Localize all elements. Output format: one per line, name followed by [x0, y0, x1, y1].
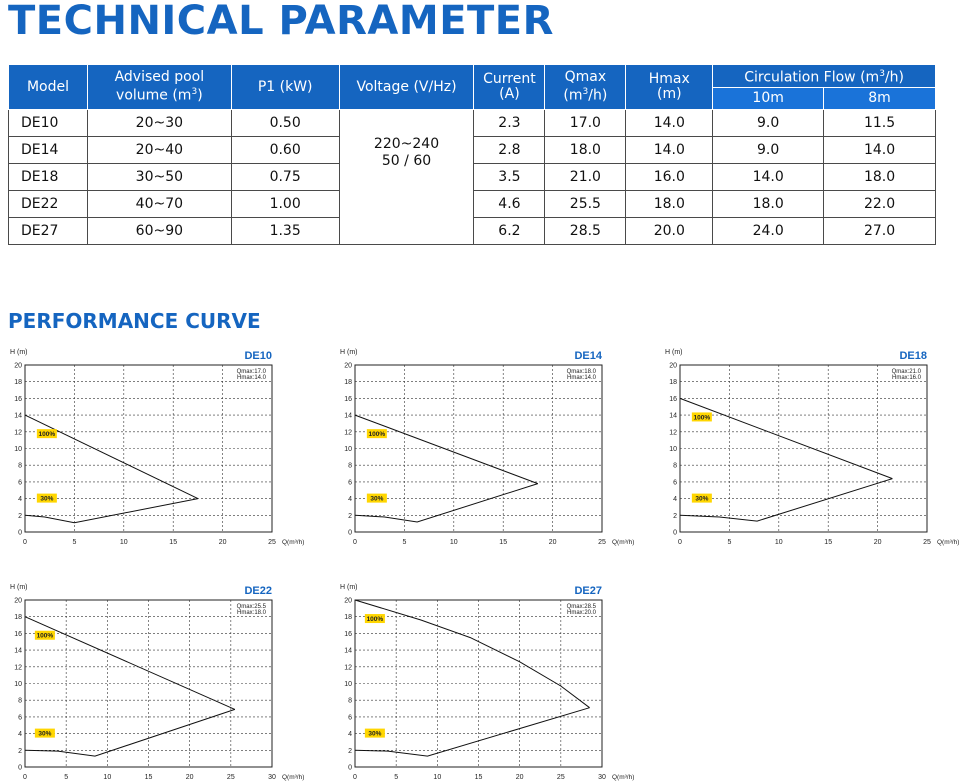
cell-current: 4.6 [474, 191, 545, 218]
cell-pool: 20~40 [87, 137, 231, 164]
x-tick-label: 20 [218, 539, 227, 546]
cell-flow-8m: 22.0 [824, 191, 936, 218]
cell-flow-8m: 18.0 [824, 164, 936, 191]
y-axis-label: H (m) [340, 349, 358, 356]
cell-p1: 0.50 [231, 110, 339, 137]
technical-parameter-table [8, 64, 936, 245]
y-tick-label: 4 [18, 496, 22, 504]
qmax-info: Qmax:25.5 [236, 604, 266, 610]
cell-model: DE22 [9, 191, 88, 218]
y-tick-label: 2 [18, 747, 22, 755]
x-tick-label: 0 [23, 539, 27, 546]
y-tick-label: 0 [348, 529, 352, 537]
x-tick-label: 10 [774, 539, 783, 546]
x-tick-label: 25 [268, 539, 276, 546]
y-tick-label: 4 [348, 731, 352, 739]
cell-pool: 60~90 [87, 218, 231, 245]
x-tick-label: 20 [873, 539, 882, 546]
x-tick-label: 5 [72, 539, 77, 546]
label-30: 30% [40, 495, 54, 503]
label-100: 100% [38, 431, 56, 439]
hmax-info: Hmax:18.0 [236, 610, 266, 616]
y-tick-label: 12 [14, 429, 22, 437]
label-30: 30% [368, 730, 382, 738]
label-100: 100% [36, 632, 54, 640]
y-tick-label: 8 [348, 697, 352, 705]
label-100: 100% [368, 431, 386, 439]
cell-model: DE10 [9, 110, 88, 137]
cell-qmax: 17.0 [545, 110, 626, 137]
y-tick-label: 10 [14, 446, 22, 453]
cell-voltage: 220~240 50 / 60 [339, 110, 474, 245]
cell-current: 6.2 [474, 218, 545, 245]
header-p1: P1 (kW) [231, 65, 339, 110]
y-axis-label: H (m) [340, 584, 358, 591]
chart-svg [335, 580, 635, 781]
y-tick-label: 6 [18, 479, 22, 487]
cell-p1: 1.00 [231, 191, 339, 218]
header-flow-8m: 8m [824, 88, 936, 110]
chart-svg [335, 345, 635, 546]
cell-p1: 1.35 [231, 218, 339, 245]
y-tick-label: 14 [14, 647, 22, 655]
cell-hmax: 14.0 [626, 110, 713, 137]
header-circulation-flow: Circulation Flow $(m^3/h)$ [713, 65, 936, 88]
cell-hmax: 20.0 [626, 218, 713, 245]
cell-p1: 0.60 [231, 137, 339, 164]
performance-chart-de14 [335, 345, 635, 546]
y-tick-label: 16 [14, 630, 22, 638]
y-tick-label: 16 [344, 395, 352, 403]
cell-qmax: 18.0 [545, 137, 626, 164]
qmax-info: Qmax:21.0 [891, 369, 921, 375]
y-tick-label: 16 [344, 630, 352, 638]
x-tick-label: 5 [402, 539, 407, 546]
x-tick-label: 20 [548, 539, 557, 546]
x-tick-label: 10 [103, 774, 112, 781]
header-qmax: Qmax $(m^3/h)$ [545, 65, 626, 110]
y-tick-label: 20 [344, 597, 352, 605]
y-tick-label: 6 [348, 479, 352, 487]
chart-title: DE10 [244, 350, 272, 362]
x-tick-label: 15 [144, 774, 153, 781]
y-tick-label: 2 [18, 512, 22, 520]
chart-svg [660, 345, 960, 546]
header-current: Current (A) [474, 65, 545, 110]
cell-model: DE14 [9, 137, 88, 164]
x-tick-label: 25 [226, 774, 235, 781]
performance-chart-de10 [5, 345, 305, 546]
x-tick-label: 15 [169, 539, 178, 546]
cell-flow-10m: 9.0 [713, 137, 824, 164]
y-axis-label: H (m) [10, 349, 28, 356]
x-tick-label: 15 [824, 539, 833, 546]
table-row [9, 110, 936, 137]
x-tick-label: 20 [515, 774, 524, 781]
y-tick-label: 18 [344, 614, 352, 622]
x-axis-label: Q(m³/h) [937, 539, 960, 546]
y-tick-label: 16 [669, 395, 677, 403]
y-tick-label: 2 [348, 747, 352, 755]
cell-flow-10m: 18.0 [713, 191, 824, 218]
y-tick-label: 4 [348, 496, 352, 504]
y-tick-label: 8 [18, 697, 22, 705]
label-100: 100% [366, 616, 384, 624]
y-tick-label: 10 [14, 681, 22, 688]
x-axis-label: Q(m³/h) [612, 774, 635, 781]
y-tick-label: 0 [673, 529, 677, 537]
cell-pool: 20~30 [87, 110, 231, 137]
header-pool-volume: Advised pool volume $(m^3)$ [87, 65, 231, 110]
x-tick-label: 15 [474, 774, 483, 781]
cell-flow-8m: 27.0 [824, 218, 936, 245]
y-tick-label: 0 [18, 529, 22, 537]
header-flow-10m: 10m [713, 88, 824, 110]
x-axis-label: Q(m³/h) [612, 539, 635, 546]
y-tick-label: 18 [669, 379, 677, 387]
header-voltage: Voltage (V/Hz) [339, 65, 474, 110]
y-tick-label: 8 [18, 462, 22, 470]
y-tick-label: 10 [344, 446, 352, 453]
y-tick-label: 18 [14, 379, 22, 387]
y-tick-label: 6 [348, 714, 352, 722]
y-tick-label: 12 [669, 429, 677, 437]
y-tick-label: 14 [344, 647, 352, 655]
y-tick-label: 4 [673, 496, 677, 504]
cell-hmax: 18.0 [626, 191, 713, 218]
x-tick-label: 10 [119, 539, 128, 546]
chart-title: DE27 [574, 585, 602, 597]
hmax-info: Hmax:16.0 [891, 375, 921, 381]
y-tick-label: 2 [673, 512, 677, 520]
x-tick-label: 0 [353, 539, 357, 546]
y-tick-label: 16 [14, 395, 22, 403]
label-30: 30% [695, 495, 709, 503]
y-tick-label: 6 [18, 714, 22, 722]
cell-model: DE27 [9, 218, 88, 245]
performance-chart-de22 [5, 580, 305, 781]
y-tick-label: 8 [348, 462, 352, 470]
performance-curve-title: PERFORMANCE CURVE [8, 309, 261, 333]
cell-qmax: 21.0 [545, 164, 626, 191]
cell-flow-8m: 11.5 [824, 110, 936, 137]
label-30: 30% [38, 730, 52, 738]
y-tick-label: 0 [18, 764, 22, 772]
cell-qmax: 25.5 [545, 191, 626, 218]
cell-model: DE18 [9, 164, 88, 191]
y-tick-label: 12 [14, 664, 22, 672]
cell-pool: 40~70 [87, 191, 231, 218]
chart-svg [5, 580, 305, 781]
y-tick-label: 18 [344, 379, 352, 387]
y-axis-label: H (m) [10, 584, 28, 591]
header-hmax: Hmax (m) [626, 65, 713, 110]
x-tick-label: 5 [727, 539, 732, 546]
x-tick-label: 0 [23, 774, 27, 781]
x-tick-label: 30 [268, 774, 276, 781]
x-tick-label: 10 [433, 774, 442, 781]
hmax-info: Hmax:14.0 [236, 375, 266, 381]
x-axis-label: Q(m³/h) [282, 539, 305, 546]
page-title: TECHNICAL PARAMETER [8, 0, 554, 44]
y-axis-label: H (m) [665, 349, 683, 356]
cell-flow-10m: 24.0 [713, 218, 824, 245]
cell-flow-8m: 14.0 [824, 137, 936, 164]
x-tick-label: 5 [394, 774, 399, 781]
y-tick-label: 14 [344, 412, 352, 420]
label-30: 30% [370, 495, 384, 503]
x-tick-label: 5 [64, 774, 69, 781]
cell-p1: 0.75 [231, 164, 339, 191]
cell-qmax: 28.5 [545, 218, 626, 245]
y-tick-label: 10 [344, 681, 352, 688]
performance-chart-de18 [660, 345, 960, 546]
performance-chart-de27 [335, 580, 635, 781]
x-tick-label: 0 [353, 774, 357, 781]
y-tick-label: 18 [14, 614, 22, 622]
y-tick-label: 4 [18, 731, 22, 739]
cell-current: 3.5 [474, 164, 545, 191]
y-tick-label: 12 [344, 429, 352, 437]
hmax-info: Hmax:20.0 [566, 610, 596, 616]
label-100: 100% [693, 414, 711, 422]
y-tick-label: 8 [673, 462, 677, 470]
y-tick-label: 14 [669, 412, 677, 420]
cell-hmax: 14.0 [626, 137, 713, 164]
cell-current: 2.8 [474, 137, 545, 164]
cell-current: 2.3 [474, 110, 545, 137]
x-tick-label: 25 [923, 539, 931, 546]
hmax-info: Hmax:14.0 [566, 375, 596, 381]
cell-pool: 30~50 [87, 164, 231, 191]
y-tick-label: 20 [14, 362, 22, 370]
y-tick-label: 10 [669, 446, 677, 453]
y-tick-label: 2 [348, 512, 352, 520]
cell-hmax: 16.0 [626, 164, 713, 191]
y-tick-label: 6 [673, 479, 677, 487]
x-tick-label: 25 [598, 539, 606, 546]
y-tick-label: 20 [669, 362, 677, 370]
y-tick-label: 20 [344, 362, 352, 370]
chart-svg [5, 345, 305, 546]
y-tick-label: 20 [14, 597, 22, 605]
chart-title: DE14 [574, 350, 602, 362]
x-tick-label: 20 [185, 774, 194, 781]
y-tick-label: 14 [14, 412, 22, 420]
cell-flow-10m: 14.0 [713, 164, 824, 191]
qmax-info: Qmax:17.0 [236, 369, 266, 375]
cell-flow-10m: 9.0 [713, 110, 824, 137]
x-tick-label: 0 [678, 539, 682, 546]
x-tick-label: 15 [499, 539, 508, 546]
x-tick-label: 10 [449, 539, 458, 546]
x-tick-label: 25 [556, 774, 565, 781]
qmax-info: Qmax:18.0 [566, 369, 596, 375]
qmax-info: Qmax:28.5 [566, 604, 596, 610]
x-tick-label: 30 [598, 774, 606, 781]
header-model: Model [9, 65, 88, 110]
y-tick-label: 12 [344, 664, 352, 672]
chart-title: DE18 [899, 350, 927, 362]
chart-title: DE22 [244, 585, 272, 597]
y-tick-label: 0 [348, 764, 352, 772]
x-axis-label: Q(m³/h) [282, 774, 305, 781]
